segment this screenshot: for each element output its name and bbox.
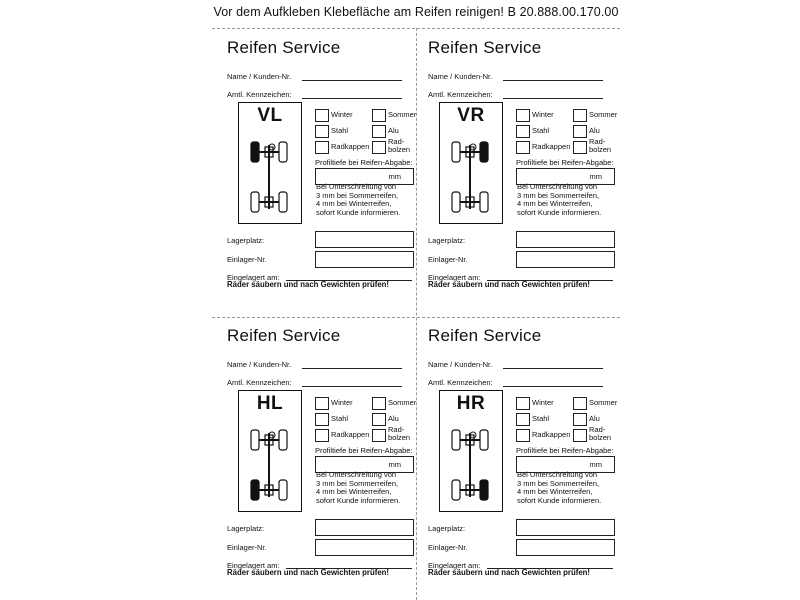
alu-label: Alu xyxy=(589,414,600,423)
sheet-header: Vor dem Aufkleben Klebefläche am Reifen reinigen! B 20.888.00.170.00 xyxy=(213,5,619,19)
wheel-front-right-icon xyxy=(279,430,287,450)
winter-checkbox[interactable] xyxy=(516,397,530,410)
radbolzen-checkbox[interactable] xyxy=(372,141,386,154)
radkappen-label: Radkappen xyxy=(532,142,571,151)
winter-label: Winter xyxy=(331,398,353,407)
wheel-position-code: VR xyxy=(457,105,485,126)
wheel-front-right-icon xyxy=(279,142,287,162)
radbolzen-label xyxy=(589,426,611,442)
tire-label-card-hr xyxy=(427,320,618,590)
cleaning-warning: Räder säubern und nach Gewichten prüfen! xyxy=(428,568,591,577)
lagerplatz-label: Lagerplatz: xyxy=(227,524,265,533)
chassis-icon xyxy=(451,425,489,505)
radkappen-label: Radkappen xyxy=(331,430,370,439)
alu-checkbox[interactable] xyxy=(573,125,587,138)
wheel-rear-right-icon xyxy=(480,480,488,500)
winter-checkbox[interactable] xyxy=(516,109,530,122)
lagerplatz-label: Lagerplatz: xyxy=(227,236,265,245)
winter-label: Winter xyxy=(532,110,554,119)
tire-label-card-hl xyxy=(226,320,417,590)
profiltiefe-label: Profiltiefe bei Reifen-Abgabe: xyxy=(516,158,614,167)
customer-name-line[interactable] xyxy=(503,80,603,81)
license-plate-label: Amtl. Kennzeichen: xyxy=(428,90,493,99)
radkappen-label: Radkappen xyxy=(532,430,571,439)
radbolzen-label xyxy=(589,138,611,154)
wheel-rear-left-icon xyxy=(452,192,460,212)
tread-depth-note-line3: 4 mm bei Winterreifen, xyxy=(316,487,392,497)
radbolzen-label-line2: bolzen xyxy=(388,433,411,442)
tread-depth-note-line4: sofort Kunde informieren. xyxy=(517,495,602,505)
radbolzen-label-line1: Rad- xyxy=(388,425,405,434)
tread-depth-note-line1: Bei Unterschreitung von xyxy=(517,182,598,191)
tread-depth-note-line3: 4 mm bei Winterreifen, xyxy=(316,199,392,209)
stahl-checkbox[interactable] xyxy=(516,125,530,138)
wheel-position-box xyxy=(439,390,503,512)
cleaning-warning: Räder säubern und nach Gewichten prüfen! xyxy=(428,280,591,289)
profiltiefe-label: Profiltiefe bei Reifen-Abgabe: xyxy=(516,446,614,455)
tread-depth-note-line2: 3 mm bei Sommerreifen, xyxy=(517,190,600,200)
wheel-position-code: HR xyxy=(456,393,486,414)
wheel-rear-right-icon xyxy=(279,192,287,212)
tire-label-card-vl xyxy=(226,32,417,302)
sommer-label: Sommer xyxy=(388,398,417,407)
tread-depth-note xyxy=(316,471,416,505)
winter-checkbox[interactable] xyxy=(315,397,329,410)
radbolzen-checkbox[interactable] xyxy=(573,141,587,154)
customer-name-label: Name / Kunden-Nr. xyxy=(227,72,292,81)
wheel-position-box xyxy=(238,390,302,512)
license-plate-line[interactable] xyxy=(503,386,603,387)
profiltiefe-unit: mm xyxy=(388,172,401,181)
radbolzen-checkbox[interactable] xyxy=(372,429,386,442)
lagerplatz-field[interactable] xyxy=(315,519,414,536)
wheel-rear-left-icon xyxy=(251,192,259,212)
sommer-checkbox[interactable] xyxy=(573,397,587,410)
tread-depth-note xyxy=(316,183,416,217)
wheel-rear-right-icon xyxy=(480,192,488,212)
sommer-checkbox[interactable] xyxy=(372,109,386,122)
wheel-position-box xyxy=(238,102,302,224)
sommer-label: Sommer xyxy=(388,110,417,119)
service-label-sheet xyxy=(212,0,620,600)
card-title: Reifen Service xyxy=(428,38,542,57)
einlager-nr-field[interactable] xyxy=(516,539,615,556)
eingelagert-am-label: Eingelagert am: xyxy=(227,273,280,282)
profiltiefe-label: Profiltiefe bei Reifen-Abgabe: xyxy=(315,446,413,455)
radkappen-checkbox[interactable] xyxy=(315,141,329,154)
cleaning-warning: Räder säubern und nach Gewichten prüfen! xyxy=(227,280,390,289)
sommer-label: Sommer xyxy=(589,110,618,119)
tread-depth-note-line1: Bei Unterschreitung von xyxy=(316,470,397,479)
wheel-front-right-icon xyxy=(480,142,488,162)
card-title: Reifen Service xyxy=(227,326,341,345)
winter-checkbox[interactable] xyxy=(315,109,329,122)
cleaning-warning: Räder säubern und nach Gewichten prüfen! xyxy=(227,568,390,577)
profiltiefe-label: Profiltiefe bei Reifen-Abgabe: xyxy=(315,158,413,167)
stahl-label: Stahl xyxy=(532,414,550,423)
tread-depth-note xyxy=(517,183,617,217)
profiltiefe-unit: mm xyxy=(589,172,602,181)
alu-checkbox[interactable] xyxy=(372,125,386,138)
lagerplatz-field[interactable] xyxy=(516,231,615,248)
wheel-front-left-icon xyxy=(452,430,460,450)
stahl-label: Stahl xyxy=(331,126,349,135)
stahl-label: Stahl xyxy=(532,126,550,135)
winter-label: Winter xyxy=(532,398,554,407)
alu-label: Alu xyxy=(589,126,600,135)
lagerplatz-field[interactable] xyxy=(516,519,615,536)
wheel-front-left-icon xyxy=(452,142,460,162)
card-title: Reifen Service xyxy=(227,38,341,57)
profiltiefe-unit: mm xyxy=(388,460,401,469)
alu-label: Alu xyxy=(388,414,399,423)
alu-checkbox[interactable] xyxy=(573,413,587,426)
wheel-rear-left-icon xyxy=(251,480,259,500)
radbolzen-label-line2: bolzen xyxy=(388,145,411,154)
customer-name-label: Name / Kunden-Nr. xyxy=(227,360,292,369)
stahl-label: Stahl xyxy=(331,414,349,423)
radkappen-checkbox[interactable] xyxy=(516,429,530,442)
lagerplatz-label: Lagerplatz: xyxy=(428,236,466,245)
profiltiefe-unit: mm xyxy=(589,460,602,469)
stahl-checkbox[interactable] xyxy=(315,413,329,426)
sommer-checkbox[interactable] xyxy=(573,109,587,122)
wheel-position-box xyxy=(439,102,503,224)
radbolzen-label xyxy=(388,138,410,154)
einlager-nr-field[interactable] xyxy=(516,251,615,268)
chassis-icon xyxy=(250,137,288,217)
license-plate-line[interactable] xyxy=(302,386,402,387)
radkappen-label: Radkappen xyxy=(331,142,370,151)
license-plate-line[interactable] xyxy=(503,98,603,99)
einlager-nr-label: Einlager-Nr. xyxy=(227,255,267,264)
radbolzen-label-line1: Rad- xyxy=(589,137,606,146)
wheel-position-code: HL xyxy=(256,393,284,414)
einlager-nr-field[interactable] xyxy=(315,251,414,268)
radbolzen-checkbox[interactable] xyxy=(573,429,587,442)
radkappen-checkbox[interactable] xyxy=(315,429,329,442)
chassis-icon xyxy=(250,425,288,505)
license-plate-label: Amtl. Kennzeichen: xyxy=(227,90,292,99)
stahl-checkbox[interactable] xyxy=(516,413,530,426)
tread-depth-note-line2: 3 mm bei Sommerreifen, xyxy=(517,478,600,488)
eingelagert-am-label: Eingelagert am: xyxy=(227,561,280,570)
tread-depth-note-line4: sofort Kunde informieren. xyxy=(316,207,401,217)
radbolzen-label-line1: Rad- xyxy=(589,425,606,434)
wheel-position-code: VL xyxy=(257,105,283,126)
einlager-nr-label: Einlager-Nr. xyxy=(428,255,468,264)
sommer-checkbox[interactable] xyxy=(372,397,386,410)
alu-label: Alu xyxy=(388,126,399,135)
stahl-checkbox[interactable] xyxy=(315,125,329,138)
lagerplatz-label: Lagerplatz: xyxy=(428,524,466,533)
tread-depth-note-line4: sofort Kunde informieren. xyxy=(517,207,602,217)
radbolzen-label-line2: bolzen xyxy=(589,433,612,442)
tread-depth-note-line3: 4 mm bei Winterreifen, xyxy=(517,487,593,497)
license-plate-line[interactable] xyxy=(302,98,402,99)
radbolzen-label-line2: bolzen xyxy=(589,145,612,154)
card-title: Reifen Service xyxy=(428,326,542,345)
einlager-nr-label: Einlager-Nr. xyxy=(428,543,468,552)
license-plate-label: Amtl. Kennzeichen: xyxy=(428,378,493,387)
customer-name-label: Name / Kunden-Nr. xyxy=(428,72,493,81)
tread-depth-note-line2: 3 mm bei Sommerreifen, xyxy=(316,478,399,488)
lagerplatz-field[interactable] xyxy=(315,231,414,248)
wheel-front-right-icon xyxy=(480,430,488,450)
customer-name-label: Name / Kunden-Nr. xyxy=(428,360,493,369)
wheel-rear-right-icon xyxy=(279,480,287,500)
eingelagert-am-label: Eingelagert am: xyxy=(428,561,481,570)
customer-name-line[interactable] xyxy=(302,80,402,81)
wheel-rear-left-icon xyxy=(452,480,460,500)
tire-label-card-vr xyxy=(427,32,618,302)
tread-depth-note-line1: Bei Unterschreitung von xyxy=(517,470,598,479)
radbolzen-label xyxy=(388,426,410,442)
wheel-front-left-icon xyxy=(251,142,259,162)
eingelagert-am-label: Eingelagert am: xyxy=(428,273,481,282)
tread-depth-note xyxy=(517,471,617,505)
einlager-nr-label: Einlager-Nr. xyxy=(227,543,267,552)
tread-depth-note-line1: Bei Unterschreitung von xyxy=(316,182,397,191)
tread-depth-note-line2: 3 mm bei Sommerreifen, xyxy=(316,190,399,200)
wheel-front-left-icon xyxy=(251,430,259,450)
alu-checkbox[interactable] xyxy=(372,413,386,426)
tread-depth-note-line3: 4 mm bei Winterreifen, xyxy=(517,199,593,209)
radkappen-checkbox[interactable] xyxy=(516,141,530,154)
license-plate-label: Amtl. Kennzeichen: xyxy=(227,378,292,387)
chassis-icon xyxy=(451,137,489,217)
einlager-nr-field[interactable] xyxy=(315,539,414,556)
radbolzen-label-line1: Rad- xyxy=(388,137,405,146)
sommer-label: Sommer xyxy=(589,398,618,407)
customer-name-line[interactable] xyxy=(503,368,603,369)
tread-depth-note-line4: sofort Kunde informieren. xyxy=(316,495,401,505)
customer-name-line[interactable] xyxy=(302,368,402,369)
winter-label: Winter xyxy=(331,110,353,119)
